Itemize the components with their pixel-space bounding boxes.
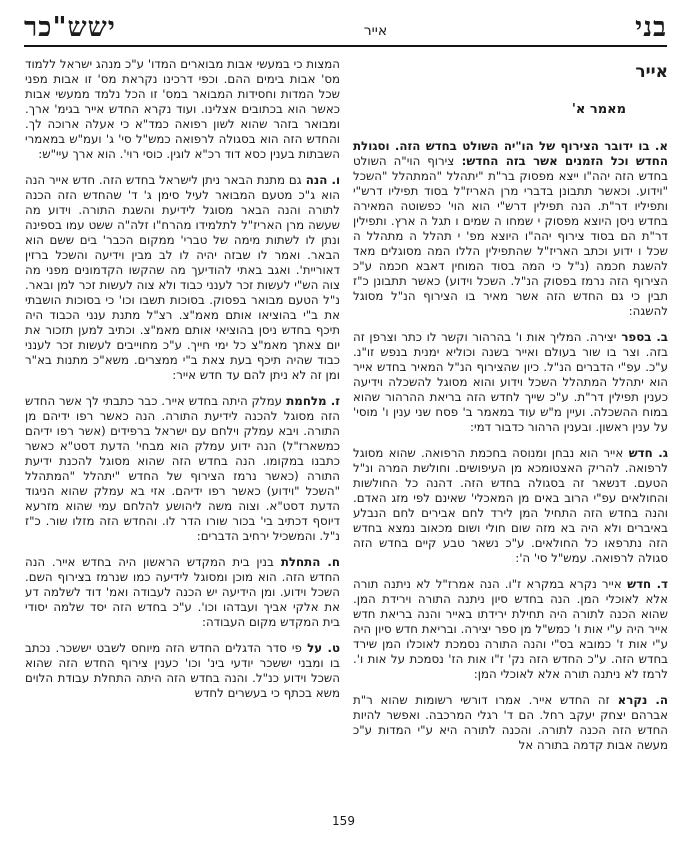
paragraph: ה. נקרא זה החדש אייר. אמרו דורשי רשומות שהוא ר"ת אברהם יצחק יעקב רחל. הם ד' רגלי המרכבה. ואפשר להיות החדש הזה הכנה לתורה. והכנה לתורה היא ע"י המדות ע"כ מעשה אבות קדמה בתורה אל <box>353 693 668 752</box>
left-column-paragraphs <box>25 57 340 701</box>
paragraph-lead: ה. נקרא <box>609 693 668 707</box>
text-columns <box>25 57 668 764</box>
article-subtitle: מאמר א' <box>571 102 626 117</box>
book-title-left: ישש"כר <box>24 12 116 43</box>
paragraph: ח. התחלת בנין בית המקדש הראשון היה בחדש אייר. הנה החדש הזה. הוא מוכן ומסוגל לידיעה כמו שנרמז בצירוף השם. השכל וידוע. ומן הידיעה יש הכנה לעבודה ואמ' דוד לשלמה דע את אלקי אביך ועבדהו וכו'. ע"כ בחדש הזה יסד שלמה יסודי בית המקדש מקום העבודה: <box>25 555 340 629</box>
column-left <box>25 57 340 764</box>
page-number: 159 <box>332 814 355 828</box>
paragraph: א. בו ידובר הצירוף של הו"יה השולט בחדש הזה. וסגולת החדש וכל הזמנים אשר בזה החדש: צירוף הוי"ה השולט בחדש הזה יהה"ו ייצא מפסוק בר"ת "יתהלל "המתהלל "השכל "וידוע. וכאשר תתבונן בדברי מרן האריז"ל בסוד תפיליו דרש"י ותפיליו דר"ת. הנה תפילין דרש"י הוא הוי' כפשוטה המאירה בחדש ניסן היוצא מפסוק י שמחו ה שמים ו תגל ה ארץ. ותפילין דר"ת הם בסוד צירוף יהה"ו היוצא מפ' י תהלל ה מתהלל ה שכל ו ידוע וכתב האריז"ל שהתפילין הללו המה מסוגלים מאד להשגת חכמה (נ"ל כי המה בסוד המוחין דאבא חכמה ע"כ הצירוף הזה נרמז בפסוק הנ"ל. השכל וידוע) כאשר תתבונן כ"ז תבין כי גם החדש הזה אשר מאיר בו הצירוף הנ"ל מסוגל להשגה: <box>353 139 668 318</box>
page-header <box>24 14 667 43</box>
paragraph: המצות כי במעשי אבות מבוארים המדו' ע"כ מנהג ישראל ללמוד מס' אבות בימים ההם. וכפי דרכינו נקראת מס' זו אבות מפני שכל המדות וחסידות המבואר במס' זו הכל נלמד ממעשי אבות כאשר הוא בכתובים אצלינו. ועוד נקרא החדש אייר בגימ' ארך. ומבואר בזהר שהוא לשון רפואה כמד"א כי אעלה ארוכה לך. והחדש הזה הוא בסגולה לרפואה כמש"ל סי' ג' ועמ"ש במאמרי השבתות בענין כסא דוד רכ"א לוגין. כוסי רוי'. הוא ארך עיי"ש: <box>25 57 340 161</box>
running-head-month: אייר <box>363 23 388 39</box>
paragraph-lead: ד. חדש <box>621 577 668 591</box>
paragraph-lead: ב. בספר <box>616 330 669 344</box>
paragraph-lead: ט. על <box>301 641 340 655</box>
paragraph: ד. חדש אייר נקרא במקרא ז"ו. הנה אמרז"ל לא ניתנה תורה אלא לאוכלי המן. הנה בחדש סיון ניתנה התורה וירידת המן. שהוא הכנה לתורה היה תחילת ירידתו באייר והנה בריאת חדש אייר היה ע"י אות ו' כמש"ל מן ספר יצירה. ובריאת חדש סיון היה ע"י אות ז' כמובא בס"י והנה התורה נסמכת לאוכלו המן שירד בחדש הזה. ע"כ החדש הזה נק' ז"ו אות הז' נסמכת על אות ו'. לרמז לא ניתנה תורה אלא לאוכלי המן: <box>353 577 668 681</box>
paragraph-lead: ג. חדש <box>623 446 669 460</box>
article-title: אייר <box>635 62 668 82</box>
header-rule <box>24 45 667 47</box>
paragraph: ז. מלחמת עמלק היתה בחדש אייר. כבר כתבתי לך אשר החדש הזה מסוגל להכנה לידיעת התורה. הנה כאשר רפו ידיהם מן התורה. ויבא עמלק וילחם עם ישראל ברפידים (אשר רפו ידיהם כמשארז"ל) הנה ידוע עמלק הוא מבחי' הדעת דסט"א כאשר כתבנו במקומו. הנה בחדש הזה שהוא מסוגל להכנת ידיעת התורה (כאשר נרמז הצירוף של החדש "יתהלל "המתהלל "השכל "וידוע) כאשר רפו ידיהם. אזי בא עמלק שהוא הניגוד הדעת דסט"א. וצוה משה ליהושע להלחם עמי שהוא מזרעא דיוסף דכתיב בי' בכור שורו הדר לו. והחדש הזה מזלו שור. כ"ז נ"ל. והמשכיל ירחיב הדברים: <box>25 394 340 543</box>
paragraph: ג. חדש אייר הוא נבחן ומנוסה בחכמת הרפואה. שהוא מסוגל לרפואה. להריק האצטומכא מן העיפושים. וחולשת המרה ונ"ל הטעם. דנשאר זה בסגולה בחדש הזה. דהנה כל החולשות והחולאים עפ"י הרוב באים מן המאכלי' שאינם לפי מזג האדם. והנה בחדש הזה התחיל המן לירד לחם אבירים לחם הנבלע באיברים ולא היה בא מזה שום חולי ושום מכאוב נמצא בחדש הזה נתרפאו כל החולאים. ע"כ נשאר טבע קיים בחדש הזה סגולה לרפואה. עמש"ל סי' ה': <box>353 446 669 565</box>
paragraph-lead: ז. מלחמת <box>282 394 340 408</box>
paragraph: ב. בספר יצירה. המליך אות ו' בהרהור וקשר לו כתר וצרפן זה בזה. וצר בו שור בעולם ואייר בשנה וכוליא ימנית בנפש זו"נ. ע"כ. עפ"י הדברים הנ"ל. כיון שהצירוף הנ"ל המאיר בחדש אייר הוא יתהלל המתהלל השכל וידוע והוא מסוגל להשכלה וידיעה כענין תפילין דר"ת. ע"כ שייך לחדש הזה בריאת ההרהור שהוא במוח ההשכלה. ועיין מ"ש עוד במאמר ב' פסח שני ענין ו' מוסי' על ענין ראשון. ובענין הרהור כדבור דמי: <box>353 330 669 434</box>
right-column-paragraphs <box>353 139 668 753</box>
paragraph-lead: ו. הנה <box>301 173 340 187</box>
column-right <box>353 57 668 764</box>
book-title-right: בני <box>635 12 667 43</box>
paragraph-lead: א. בו ידובר הצירוף של הו"יה השולט בחדש הזה. וסגולת החדש וכל הזמנים אשר בזה החדש: <box>353 139 668 168</box>
page-footer <box>0 814 687 828</box>
paragraph-lead: ח. התחלת <box>273 555 340 569</box>
paragraph: ט. על פי סדר הדגלים החדש הזה מיוחס לשבט יששכר. נכתב בו ומבני יששכר יודעי בינ' וכו' כענין צירוף החדש הזה שהוא השכל וידוע כנ"ל. והנה בחדש הזה היתה התחלת עבודת הלוים משא בכתף כי בעשרים לחדש <box>25 641 340 700</box>
paragraph: ו. הנה גם מתנת הבאר ניתן לישראל בחדש הזה. חדש אייר הנה הוא ג"כ מטעם המבואר לעיל סימן ג' ד' שהחדש הזה הכנה לתורה והנה הבאר מסוגל לידיעת והשגת התורה. וידוע מה שעשה מרן האריז"ל לתלמידו מהרח"ו זלה"ה ששט עמו בספינה ונתן לו לשתות מימה של טברי' ממקום הכבר' בים ששם הוא הבאר. ואמר לו שבזה יהיה לו לב מבין וידיעה והשכל ברזין דאוריית'. ואגב באתי להודיעך מה שהקשו הקדמונים מפני מה צוה הש"י לעשות זכר לענני כבוד ולא צוה לעשות זכר למן ובאר. נ"ל הטעם מבואר בפסוק. בסוכות תשבו וכו' כי בסוכות הושבתי את ב"י בהוציאו אותם מאמ"צ. רצ"ל מתנת ענני הכבוד היה תיכף בחדש ניסן בהוציאי אותם מאמ"צ. וכתיב למען תזכור את יום צאתך מאמ"צ כל ימי חייך. ע"כ מחוייבים לעשות זכר לענני כבוד שהיה תיכף בעת צאת ב"י ממצרים. משא"כ מתנות בא"ר ומן זה לא ניתן להם עד חדש אייר: <box>25 173 340 382</box>
